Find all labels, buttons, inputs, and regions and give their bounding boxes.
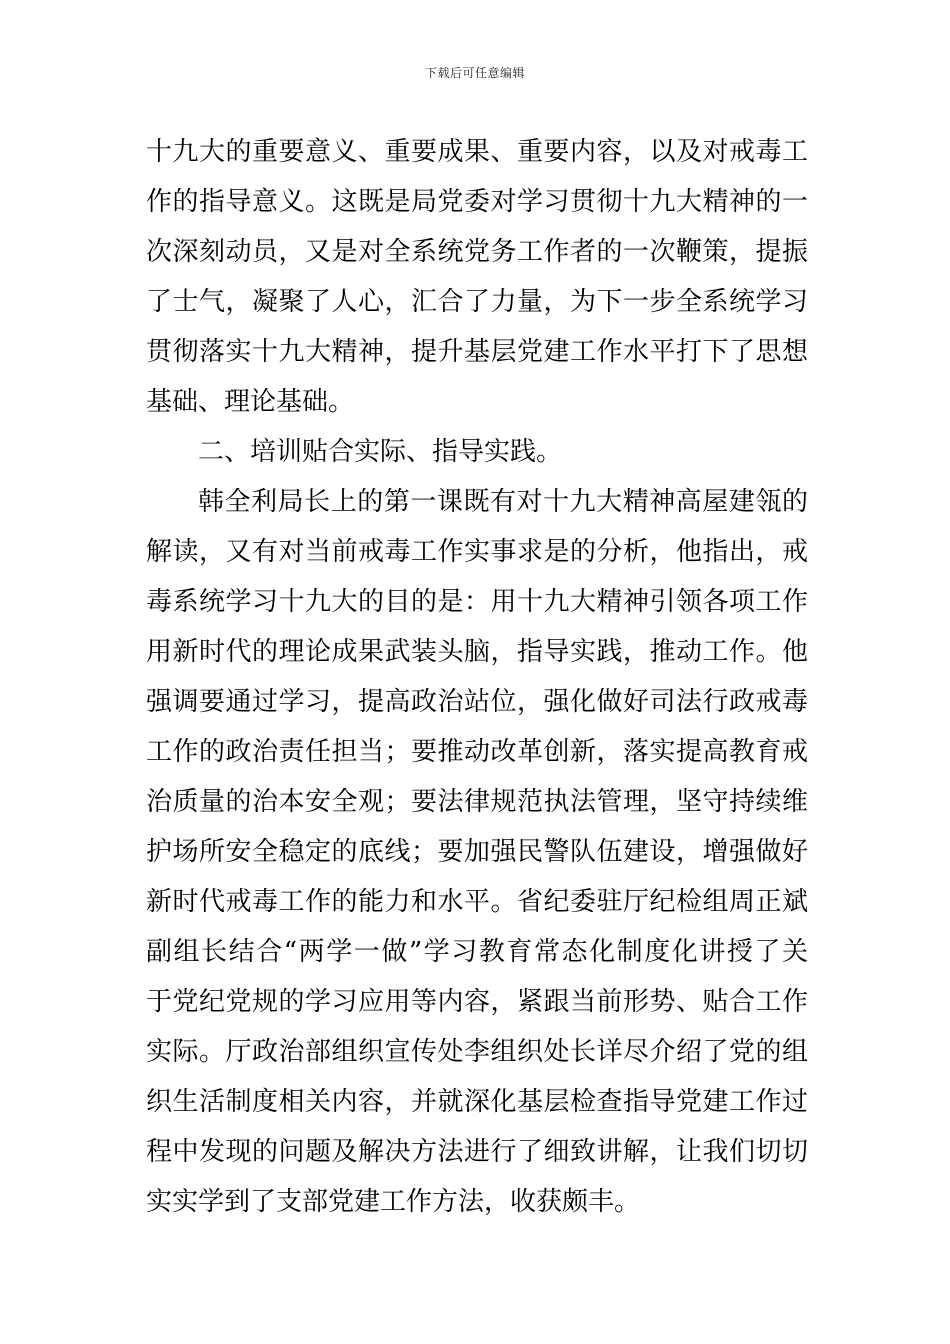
- text-line: 用新时代的理论成果武装头脑，指导实践，推动工作。他: [146, 637, 808, 667]
- header-note: 下载后可任意编辑: [424, 66, 525, 80]
- text-line: 副组长结合“两学一做”学习教育常态化制度化讲授了关: [146, 937, 808, 967]
- text-line: 作的指导意义。这既是局党委对学习贯彻十九大精神的一: [146, 187, 808, 217]
- text-line: 织生活制度相关内容，并就深化基层检查指导党建工作过: [146, 1087, 808, 1117]
- text-line: 程中发现的问题及解决方法进行了细致讲解，让我们切切: [146, 1137, 808, 1167]
- text-line: 毒系统学习十九大的目的是：用十九大精神引领各项工作: [146, 587, 808, 617]
- text-line: 护场所安全稳定的底线；要加强民警队伍建设，增强做好: [146, 837, 808, 867]
- body-text: [146, 127, 808, 1227]
- text-line: 十九大的重要意义、重要成果、重要内容，以及对戒毒工: [146, 137, 808, 167]
- text-line: 治质量的治本安全观；要法律规范执法管理，坚守持续维: [146, 787, 808, 817]
- text-line: 工作的政治责任担当；要推动改革创新，落实提高教育戒: [146, 737, 808, 767]
- text-line: 强调要通过学习，提高政治站位，强化做好司法行政戒毒: [146, 687, 808, 717]
- text-line: 了士气，凝聚了人心，汇合了力量，为下一步全系统学习: [146, 287, 808, 317]
- text-line: 于党纪党规的学习应用等内容，紧跟当前形势、贴合工作: [146, 987, 808, 1017]
- text-line: 解读，又有对当前戒毒工作实事求是的分析，他指出，戒: [146, 537, 808, 567]
- text-line: 基础、理论基础。: [146, 387, 355, 417]
- text-line: 实实学到了支部党建工作方法，收获颇丰。: [146, 1187, 641, 1217]
- text-line: 韩全利局长上的第一课既有对十九大精神高屋建瓴的: [198, 487, 808, 517]
- text-line: 新时代戒毒工作的能力和水平。省纪委驻厅纪检组周正斌: [146, 887, 808, 917]
- text-line: 次深刻动员，又是对全系统党务工作者的一次鞭策，提振: [146, 237, 808, 267]
- text-line: 实际。厅政治部组织宣传处李组织处长详尽介绍了党的组: [146, 1037, 808, 1067]
- section-heading: 二、培训贴合实际、指导实践。: [198, 437, 563, 467]
- text-line: 贯彻落实十九大精神，提升基层党建工作水平打下了思想: [146, 337, 808, 367]
